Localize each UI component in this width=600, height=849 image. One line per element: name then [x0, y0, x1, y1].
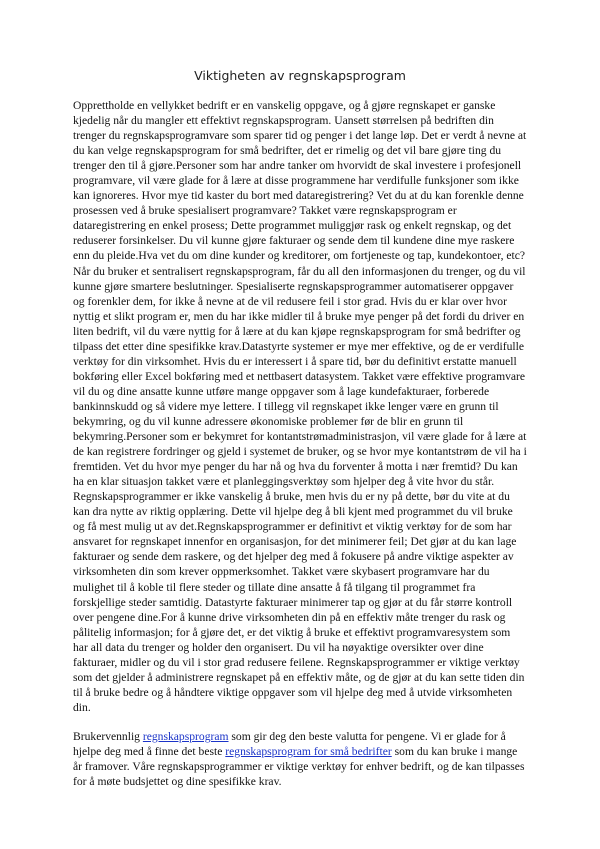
paragraph-2-text-3: som du kan bruke i mange år framover. Våre regnskapsprogrammer er viktige verktøy for enhver bedrift, og de kan tilpasses for å møte budsjettet og dine spesifikke krav. — [73, 744, 525, 789]
regnskapsprogram-link[interactable]: regnskapsprogram — [142, 729, 229, 743]
body-paragraph-1: Opprettholde en vellykket bedrift er en vanskelig oppgave, og å gjøre regnskapet er ganske kjedelig når du mangler ett effektivt regnskapsprogram. Uansett størrelsen på bedriften din trenger du regnskapsprogramvare som sparer tid og penger i det lange løp. Det er verdt å nevne at du kan velge regnskapsprogram for små bedrifter, det er rimelig og det vil bare gjøre ting du trenger den til å gjøre.Personer som har andre tanker om hvorvidt de skal investere i profesjonell programvare, vil være glade for å lære at disse programmene har verdifulle funksjoner som ikke kan ignoreres. Hvor mye tid kaster du bort med dataregistrering? Vet du at du kan forenkle denne prosessen ved å bruke spesialisert programvare? Takket være regnskapsprogram er dataregistrering en enkel prosess; Dette programmet muliggjør rask og enkelt regnskap, og det reduserer forsinkelser. Du vil kunne gjøre fakturaer og sende dem til kundene dine mye raskere enn du pleide.Hva vet du om dine kunder og kreditorer, om fortjeneste og tap, kundekontoer, etc? Når du bruker et sentralisert regnskapsprogram, får du all den informasjonen du trenger, og du vil kunne gjøre smartere beslutninger. Spesialiserte regnskapsprogrammer automatiserer oppgaver og forenkler dem, for ikke å nevne at de vil redusere feil i stor grad. Hvis du er klar over hvor nyttig et slikt program er, men du har ikke midler til å bruke mye penger på det fordi du driver en liten bedrift, vil du være nyttig for å lære at du kan kjøpe regnskapsprogram for små bedrifter og tilpass det etter dine spesifikke krav.Datastyrte systemer er mye mer effektive, og de er verdifulle verktøy for din virksomhet. Hvis du er interessert i å spare tid, bør du definitivt erstatte manuell bokføring eller Excel bokføring med et nettbasert datasystem. Takket være effektive programvare vil du og dine ansatte kunne utføre mange oppgaver som å lage kundefakturaer, forberede bankinnskudd og så videre mye lettere. I tillegg vil regnskapet ikke lenger være en grunn til bekymring, og du vil kunne adressere økonomiske problemer før de blir en grunn til bekymring.Personer som er bekymret for kontantstrømadministrasjon, vil være glade for å lære at de kan registrere fordringer og gjeld i systemet de bruker, og se hvor mye kontantstrøm de vil ha i fremtiden. Vet du hvor mye penger du har nå og hva du forventer å motta i nær fremtid? Du kan ha en klar situasjon takket være et planleggingsverktøy som hjelper deg å vite hvor du står. Regnskapsprogrammer er ikke vanskelig å bruke, men hvis du er ny på dette, bør du vite at du kan dra nytte av riktig opplæring. Dette vil hjelpe deg å bli kjent med programmet du vil bruke og få mest mulig ut av det.Regnskapsprogrammer er definitivt et viktig verktøy for de som har ansvaret for regnskapet innenfor en organisasjon, for det minimerer feil; Det gjør at du kan lage fakturaer og sende dem raskere, og det hjelper deg med å fokusere på andre viktige aspekter av virksomheten din som krever oppmerksomhet. Takket være skybasert programvare har du mulighet til å koble til flere steder og tillate dine ansatte å få tilgang til programmet fra forskjellige steder samtidig. Datastyrte fakturaer minimerer tap og gjør at du får større kontroll over pengene dine.For å kunne drive virksomheten din på en effektiv måte trenger du rask og pålitelig informasjon; for å gjøre det, er det viktig å bruke et effektivt programvaresystem som har all data du trenger og holder den organisert. Du vil ha nøyaktige oversikter over dine fakturaer, midler og du vil i stor grad redusere feilene. Regnskapsprogrammer er viktige verktøy som det gjelder å administrere regnskapet på en effektiv måte, og de gjør at du kan sette tiden din til å bruke bedre og å håndtere viktige oppgaver som vil hjelpe deg med å utvide virksomheten din. — [73, 99, 527, 714]
document-title: Viktigheten av regnskapsprogram — [194, 68, 406, 83]
paragraph-2-text-1: Brukervennlig — [73, 729, 143, 743]
body-paragraph-2 — [73, 729, 527, 789]
regnskapsprogram-small-business-link[interactable]: regnskapsprogram for små bedrifter — [225, 744, 392, 758]
document-body — [73, 98, 527, 789]
paragraph-2-text-2: som gir deg den beste valutta for pengene. Vi er glade for å hjelpe deg med å finne det beste — [73, 729, 506, 758]
